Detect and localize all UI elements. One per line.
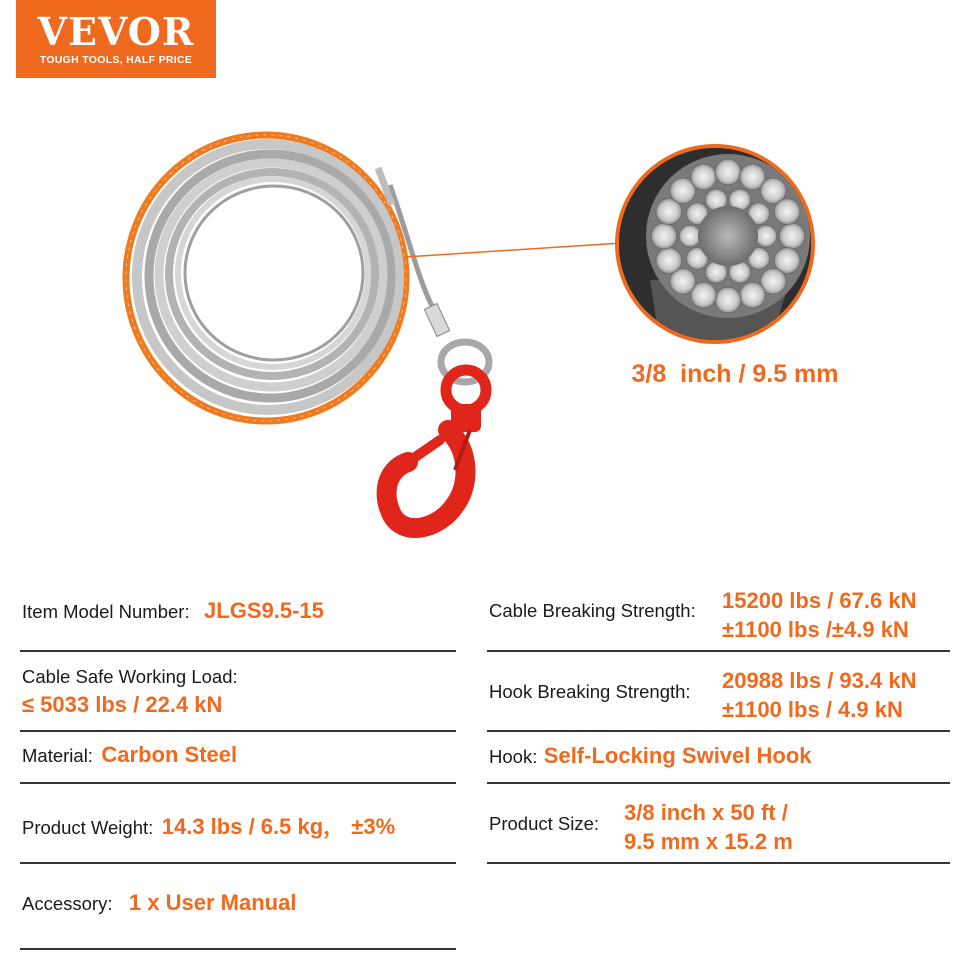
spec-size-value — [624, 798, 793, 856]
spec-size-value-line1: 3/8 inch x 50 ft / — [624, 800, 788, 825]
divider — [487, 650, 950, 652]
spec-hook-break-value — [722, 666, 916, 724]
cable-size-label: 3/8 inch / 9.5 mm — [631, 360, 839, 388]
spec-weight-label: Product Weight: — [22, 817, 154, 838]
wire-strand — [739, 282, 765, 308]
wire-strand — [774, 199, 800, 225]
wire-strand — [715, 159, 741, 185]
wire-strand — [656, 247, 682, 273]
spec-hook-break-label-wrap — [489, 681, 691, 703]
divider — [20, 650, 456, 652]
wire-strand — [779, 223, 805, 249]
spec-cable-break-label-wrap — [489, 600, 696, 622]
cable-coil — [126, 135, 406, 421]
spec-size-label: Product Size: — [489, 813, 600, 834]
spec-model — [22, 598, 324, 624]
divider — [20, 862, 456, 864]
spec-hook — [489, 743, 812, 769]
spec-hook-label: Hook: — [489, 746, 538, 767]
spec-hook-break-value-line2: ±1100 lbs / 4.9 kN — [722, 697, 903, 722]
spec-accessory — [22, 890, 296, 916]
wire-strand — [679, 225, 701, 247]
spec-material — [22, 742, 237, 768]
brand-name: VEVOR — [37, 9, 195, 54]
cable-cross-section — [615, 144, 815, 345]
spec-accessory-value: 1 x User Manual — [128, 890, 297, 915]
brand-tagline: TOUGH TOOLS, HALF PRICE — [39, 54, 193, 66]
spec-cable-break-value-line2: ±1100 lbs /±4.9 kN — [722, 617, 909, 642]
divider — [487, 862, 950, 864]
divider — [20, 782, 456, 784]
spec-safe-load — [22, 666, 238, 718]
spec-model-label: Item Model Number: — [22, 601, 190, 622]
wire-strand — [651, 223, 677, 249]
spec-size-label-wrap — [489, 813, 599, 835]
spec-hook-value: Self-Locking Swivel Hook — [543, 743, 812, 768]
spec-safe-load-value: ≤ 5033 lbs / 22.4 kN — [22, 692, 223, 717]
spec-material-value: Carbon Steel — [101, 742, 238, 767]
spec-size-value-line2: 9.5 mm x 15.2 m — [624, 829, 793, 854]
spec-cable-break-label: Cable Breaking Strength: — [489, 600, 696, 621]
spec-weight-value: 14.3 lbs / 6.5 kg， ±3% — [161, 814, 396, 839]
wire-strand — [715, 287, 741, 313]
wire-strand — [691, 164, 717, 190]
swivel-hook — [387, 370, 486, 528]
spec-cable-break-value — [722, 586, 916, 644]
wire-strand — [755, 225, 777, 247]
divider — [487, 730, 950, 732]
spec-accessory-label: Accessory: — [22, 893, 113, 914]
divider — [487, 782, 950, 784]
divider — [20, 730, 456, 732]
callout-line — [405, 243, 622, 257]
spec-weight — [22, 810, 395, 841]
spec-model-value: JLGS9.5-15 — [204, 598, 324, 623]
spec-cable-break-value-line1: 15200 lbs / 67.6 kN — [722, 588, 917, 613]
divider — [20, 948, 456, 950]
spec-safe-load-label: Cable Safe Working Load: — [22, 666, 238, 687]
spec-hook-break-value-line1: 20988 lbs / 93.4 kN — [722, 668, 917, 693]
spec-hook-break-label: Hook Breaking Strength: — [489, 681, 691, 702]
spec-material-label: Material: — [22, 745, 93, 766]
